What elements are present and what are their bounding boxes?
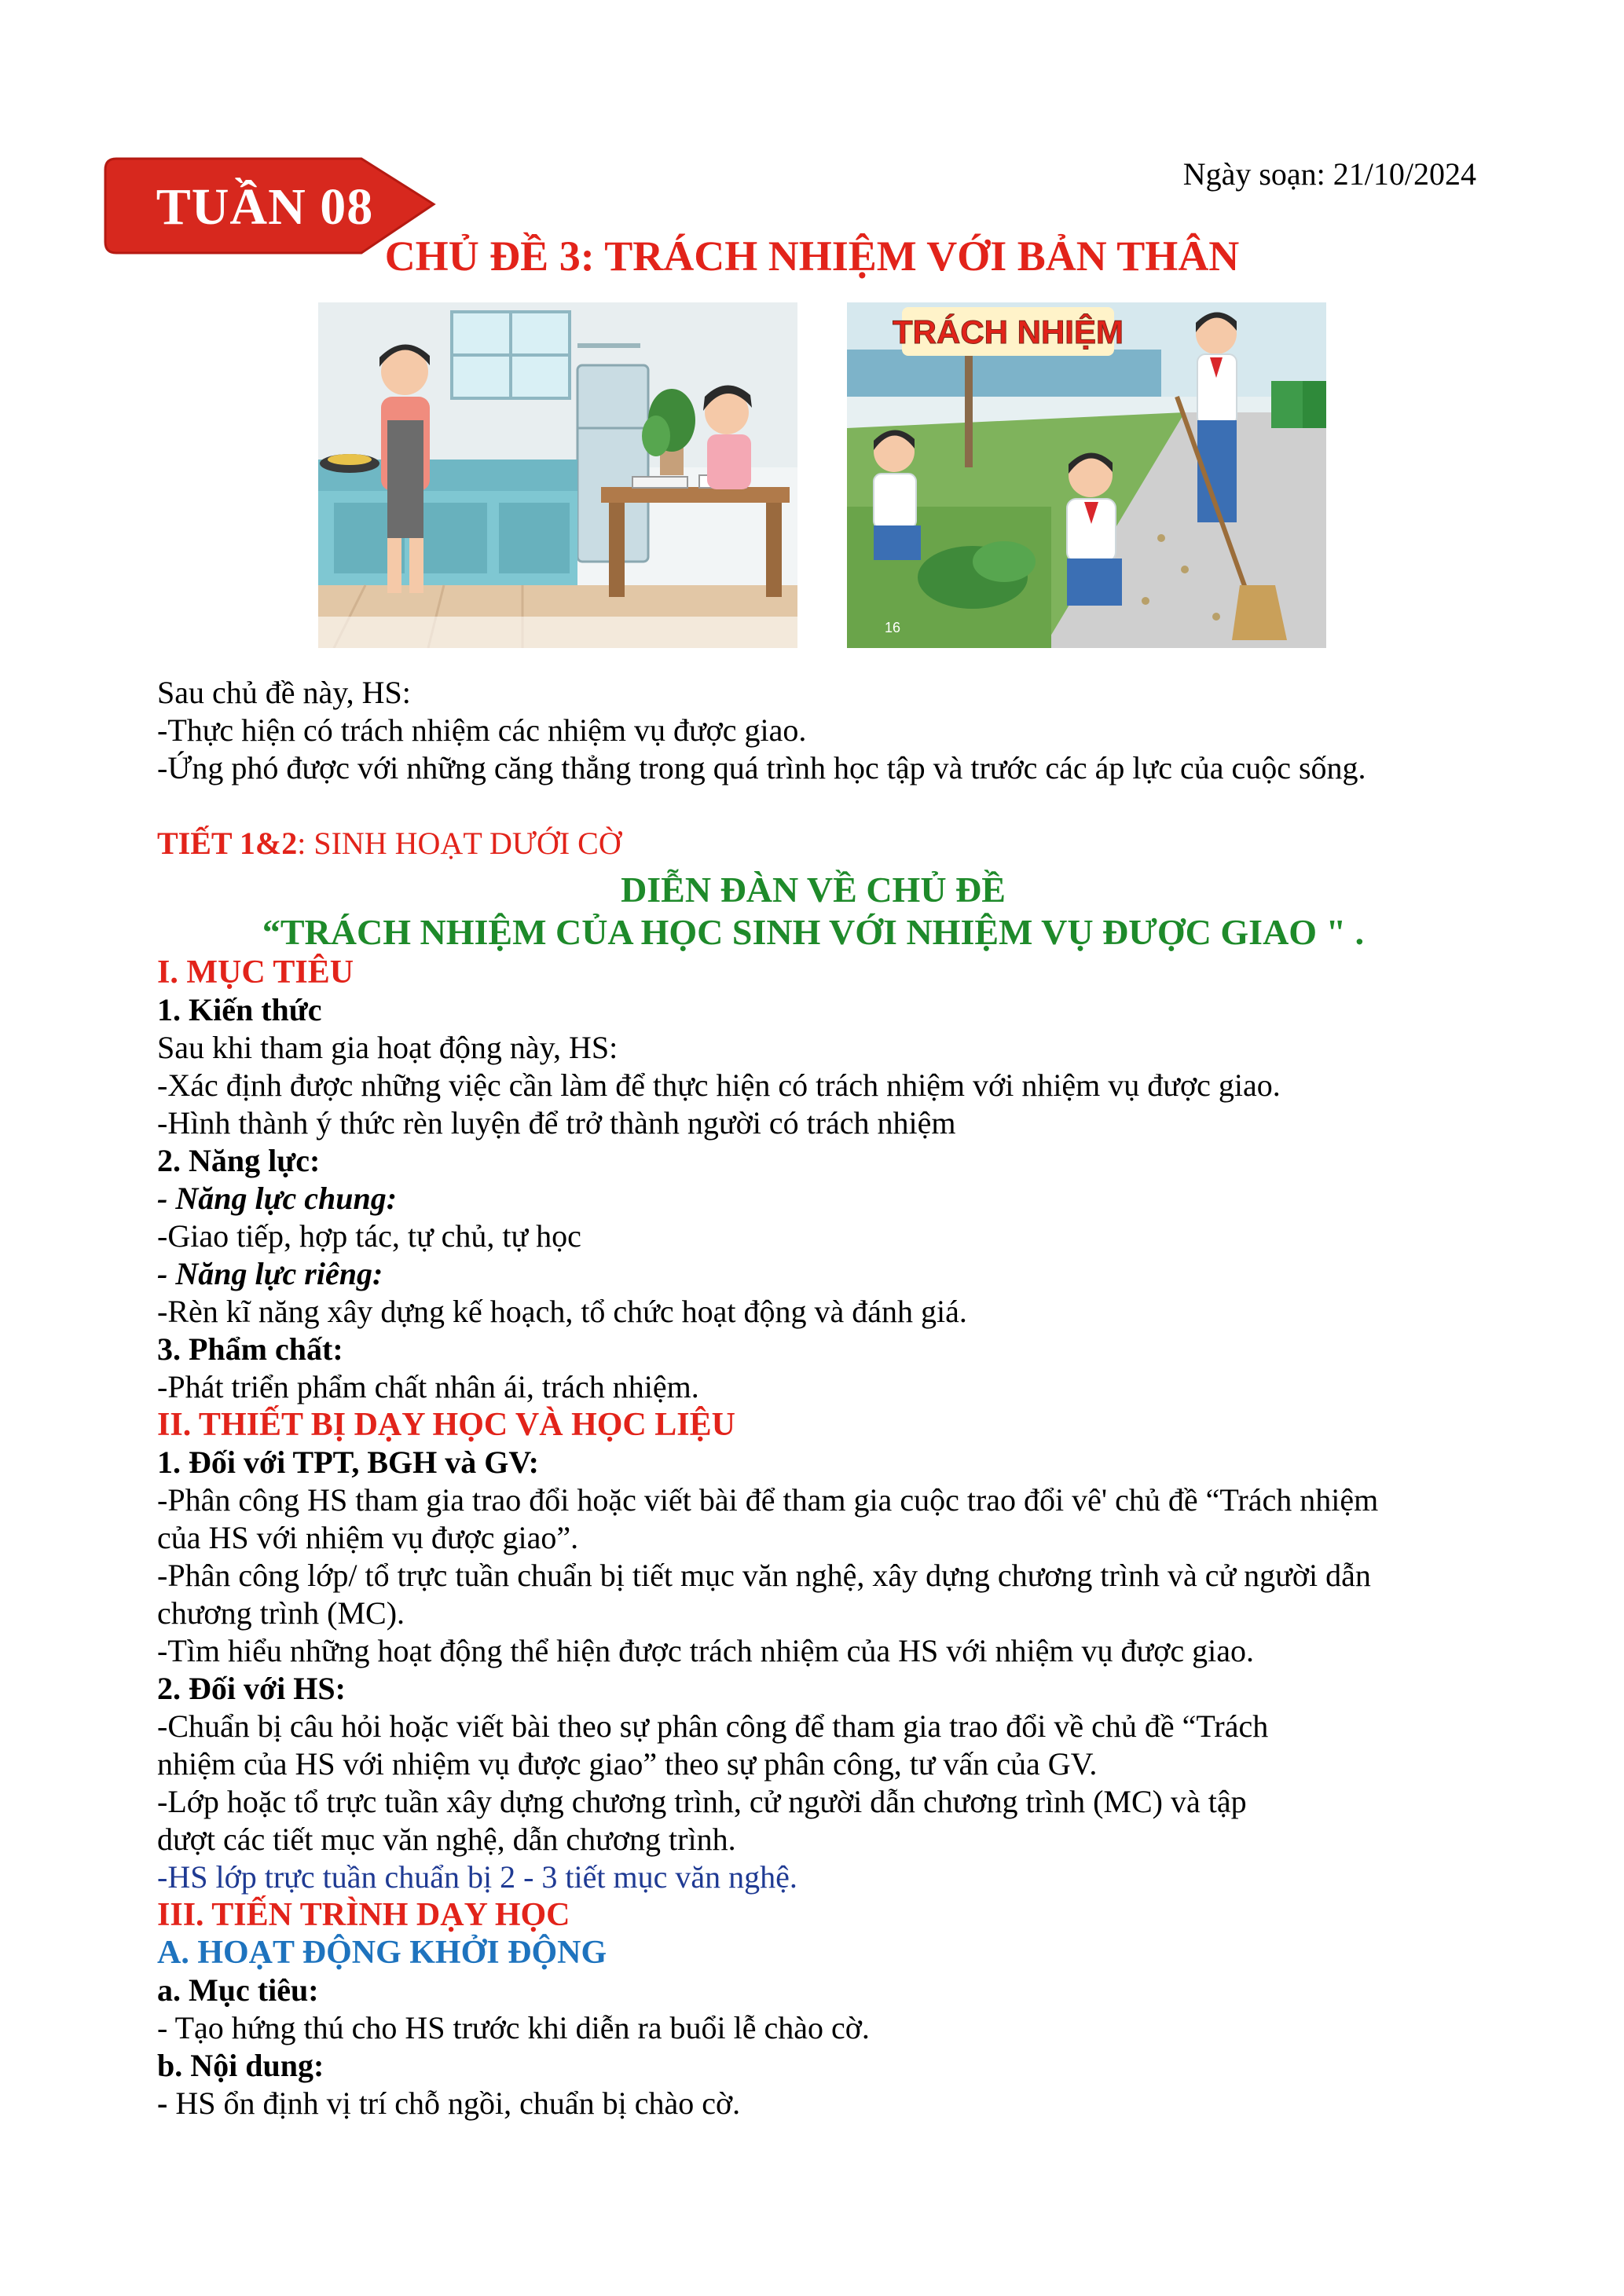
student-title: 2. Đối với HS: <box>157 1671 346 1706</box>
teacher-title: 1. Đối với TPT, BGH và GV: <box>157 1445 539 1480</box>
section-equipment: II. THIẾT BỊ DẠY HỌC VÀ HỌC LIỆU <box>157 1407 735 1443</box>
content-line <box>157 2085 1469 2122</box>
student-item: dượt các tiết mục văn nghệ, dẫn chương trình. <box>157 1822 736 1857</box>
content-text: HS ổn định vị trí chỗ ngồi, chuẩn bị chào cờ. <box>167 2085 741 2121</box>
student-item: nhiệm của HS với nhiệm vụ được giao” theo sự phân công, tư vấn của GV. <box>157 1746 1098 1782</box>
content-dash: - <box>157 2085 168 2121</box>
student-item: -Chuẩn bị câu hỏi hoặc viết bài theo sự phân công để tham gia trao đổi về chủ đề “Trách <box>157 1708 1269 1744</box>
section-objectives: I. MỤC TIÊU <box>157 954 354 991</box>
section-process: III. TIẾN TRÌNH DẠY HỌC <box>157 1897 570 1933</box>
knowledge-title: 1. Kiến thức <box>157 992 322 1027</box>
knowledge-lead: Sau khi tham gia hoạt động này, HS: <box>157 1030 618 1065</box>
quality-title: 3. Phẩm chất: <box>157 1331 343 1367</box>
illustration-kitchen-study <box>318 302 797 648</box>
intro-item: -Ứng phó được với những căng thẳng trong quá trình học tập và trước các áp lực của cuộc sống. <box>157 750 1366 785</box>
student-item: -Lớp hoặc tổ trực tuần xây dựng chương trình, cử người dẫn chương trình (MC) và tập <box>157 1784 1247 1819</box>
ability-title: 2. Năng lực: <box>157 1143 321 1178</box>
goal-text: - Tạo hứng thú cho HS trước khi diễn ra buổi lễ chào cờ. <box>157 2010 870 2045</box>
goal-title: a. Mục tiêu: <box>157 1972 319 2008</box>
teacher-item: của HS với nhiệm vụ được giao”. <box>157 1520 579 1555</box>
teacher-item: chương trình (MC). <box>157 1595 405 1631</box>
specific-ability-title: - Năng lực riêng: <box>157 1256 383 1291</box>
forum-title: DIỄN ĐÀN VỀ CHỦ ĐỀ <box>621 870 1006 910</box>
topic-title: CHỦ ĐỀ 3: TRÁCH NHIỆM VỚI BẢN THÂN <box>384 233 1240 280</box>
quality-text: -Phát triển phẩm chất nhân ái, trách nhiệm. <box>157 1369 699 1404</box>
teacher-item: -Phân công HS tham gia trao đổi hoặc viết bài để tham gia cuộc trao đổi vê' chủ đề “Trách nhiệm <box>157 1482 1379 1518</box>
intro-lead: Sau chủ đề này, HS: <box>157 675 411 710</box>
general-ability-title: - Năng lực chung: <box>157 1181 398 1216</box>
lesson-code: TIẾT 1&2 <box>157 826 298 861</box>
intro-item: -Thực hiện có trách nhiệm các nhiệm vụ được giao. <box>157 712 807 748</box>
document-body <box>157 674 1469 2122</box>
activity-title: A. HOẠT ĐỘNG KHỞI ĐỘNG <box>157 1935 607 1971</box>
illustration-responsibility <box>847 302 1326 648</box>
knowledge-item: -Xác định được những việc cần làm để thực hiện có trách nhiệm với nhiệm vụ được giao. <box>157 1067 1281 1103</box>
teacher-item: -Phân công lớp/ tổ trực tuần chuẩn bị tiết mục văn nghệ, xây dựng chương trình và cử người dẫn <box>157 1558 1371 1593</box>
knowledge-item: -Hình thành ý thức rèn luyện để trở thành người có trách nhiệm <box>157 1105 956 1141</box>
general-ability-text: -Giao tiếp, hợp tác, tự chủ, tự học <box>157 1218 581 1254</box>
forum-subtitle: “TRÁCH NHIỆM CỦA HỌC SINH VỚI NHIỆM VỤ ĐƯỢC GIAO " . <box>262 912 1365 952</box>
teacher-item: -Tìm hiểu những hoạt động thể hiện được trách nhiệm của HS với nhiệm vụ được giao. <box>157 1633 1254 1668</box>
responsibility-sign-text: TRÁCH NHIỆM <box>893 313 1124 350</box>
lesson-name: : SINH HOẠT DƯỚI CỜ <box>297 826 621 861</box>
lesson-heading <box>157 825 1469 862</box>
content-title: b. Nội dung: <box>157 2048 324 2083</box>
illustration-page-number: 16 <box>885 620 901 635</box>
specific-ability-text: -Rèn kĩ năng xây dựng kế hoạch, tổ chức hoạt động và đánh giá. <box>157 1294 967 1329</box>
student-note: -HS lớp trực tuần chuẩn bị 2 - 3 tiết mục văn nghệ. <box>157 1859 797 1895</box>
preparation-date: Ngày soạn: 21/10/2024 <box>1182 156 1476 192</box>
week-label: TUẦN 08 <box>156 178 374 236</box>
